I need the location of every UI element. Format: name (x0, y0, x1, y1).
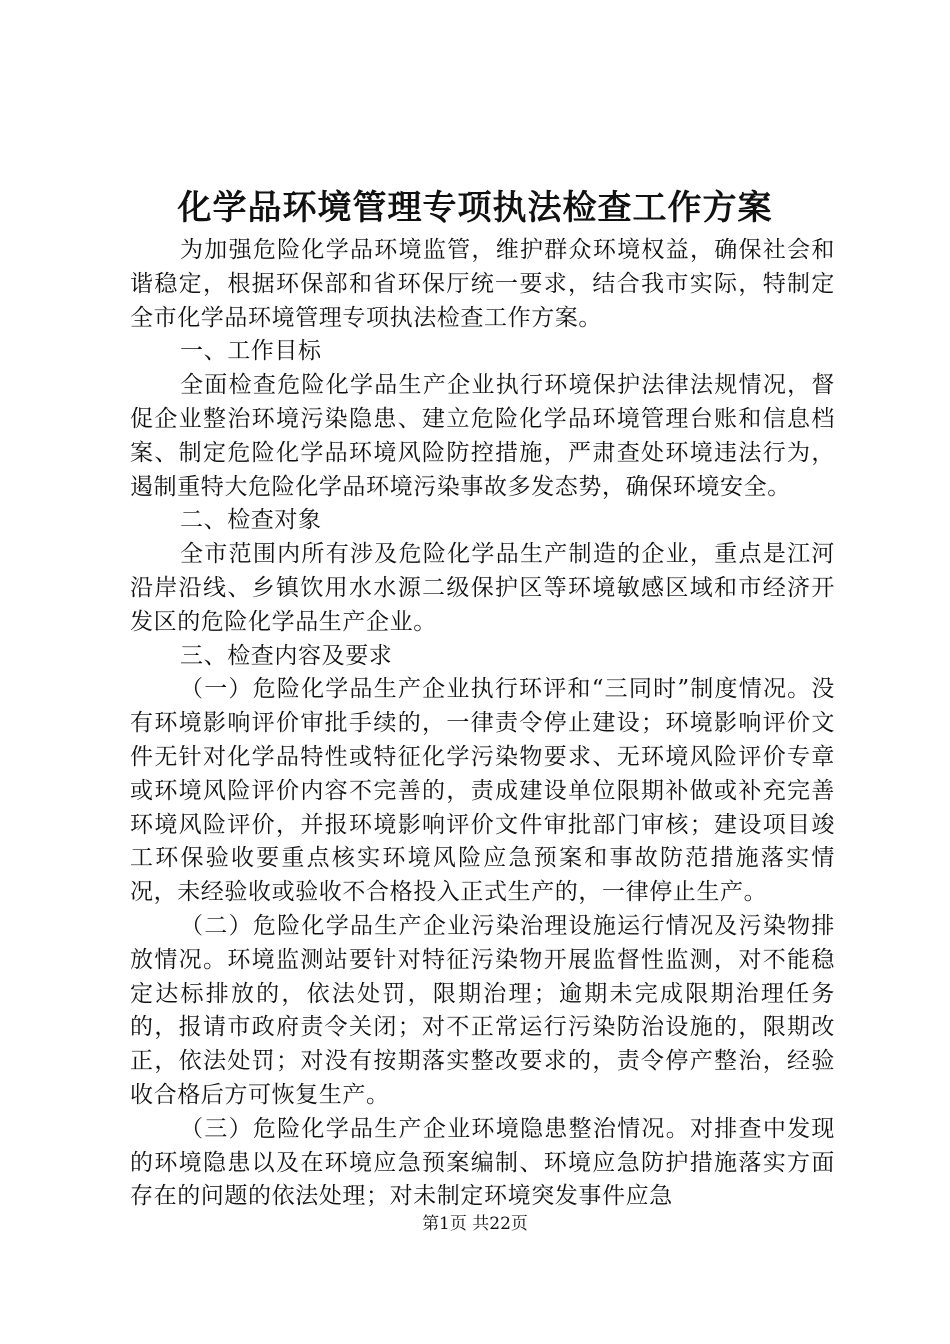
content-item-3: （三）危险化学品生产企业环境隐患整治情况。对排查中发现的环境隐患以及在环境应急预案编制、环境应急防护措施落实方面存在的问题的依法处理；对未制定环境突发事件应急 (130, 1115, 835, 1210)
content-item-2: （二）危险化学品生产企业污染治理设施运行情况及污染物排放情况。环境监测站要针对特征污染物开展监督性监测，对不能稳定达标排放的，依法处罚，限期治理；逾期未完成限期治理任务的，报请市政府责令关闭；对不正常运行污染防治设施的，限期改正，依法处罚；对没有按期落实整改要求的，责令停产整治，经验收合格后方可恢复生产。 (130, 912, 835, 1108)
document-body (130, 234, 835, 1214)
intro-paragraph: 为加强危险化学品环境监管，维护群众环境权益，确保社会和谐稳定，根据环保部和省环保厅统一要求，结合我市实际，特制定全市化学品环境管理专项执法检查工作方案。 (130, 237, 835, 331)
section-heading-goals: 一、工作目标 (180, 338, 322, 365)
section-heading-content: 三、检查内容及要求 (180, 642, 393, 669)
content-item-1: （一）危险化学品生产企业执行环评和“三同时”制度情况。没有环境影响评价审批手续的，一律责令停止建设；环境影响评价文件无针对化学品特性或特征化学污染物要求、无环境风险评价专章或环境风险评价内容不完善的，责成建设单位限期补做或补充完善环境风险评价，并报环境影响评价文件审批部门审核；建设项目竣工环保验收要重点核实环境风险应急预案和事故防范措施落实情况，未经验收或验收不合格投入正式生产的，一律停止生产。 (130, 676, 835, 906)
section-heading-targets: 二、检查对象 (180, 507, 322, 534)
goals-paragraph: 全面检查危险化学品生产企业执行环境保护法律法规情况，督促企业整治环境污染隐患、建立危险化学品环境管理台账和信息档案、制定危险化学品环境风险防控措施，严肃查处环境违法行为，遏制重特大危险化学品环境污染事故多发态势，确保环境安全。 (130, 372, 835, 500)
document-title: 化学品环境管理专项执法检查工作方案 (177, 188, 773, 228)
page-number-footer: 第1页 共22页 (422, 1214, 528, 1234)
targets-paragraph: 全市范围内所有涉及危险化学品生产制造的企业，重点是江河沿岸沿线、乡镇饮用水水源二级保护区等环境敏感区域和市经济开发区的危险化学品生产企业。 (130, 541, 835, 635)
